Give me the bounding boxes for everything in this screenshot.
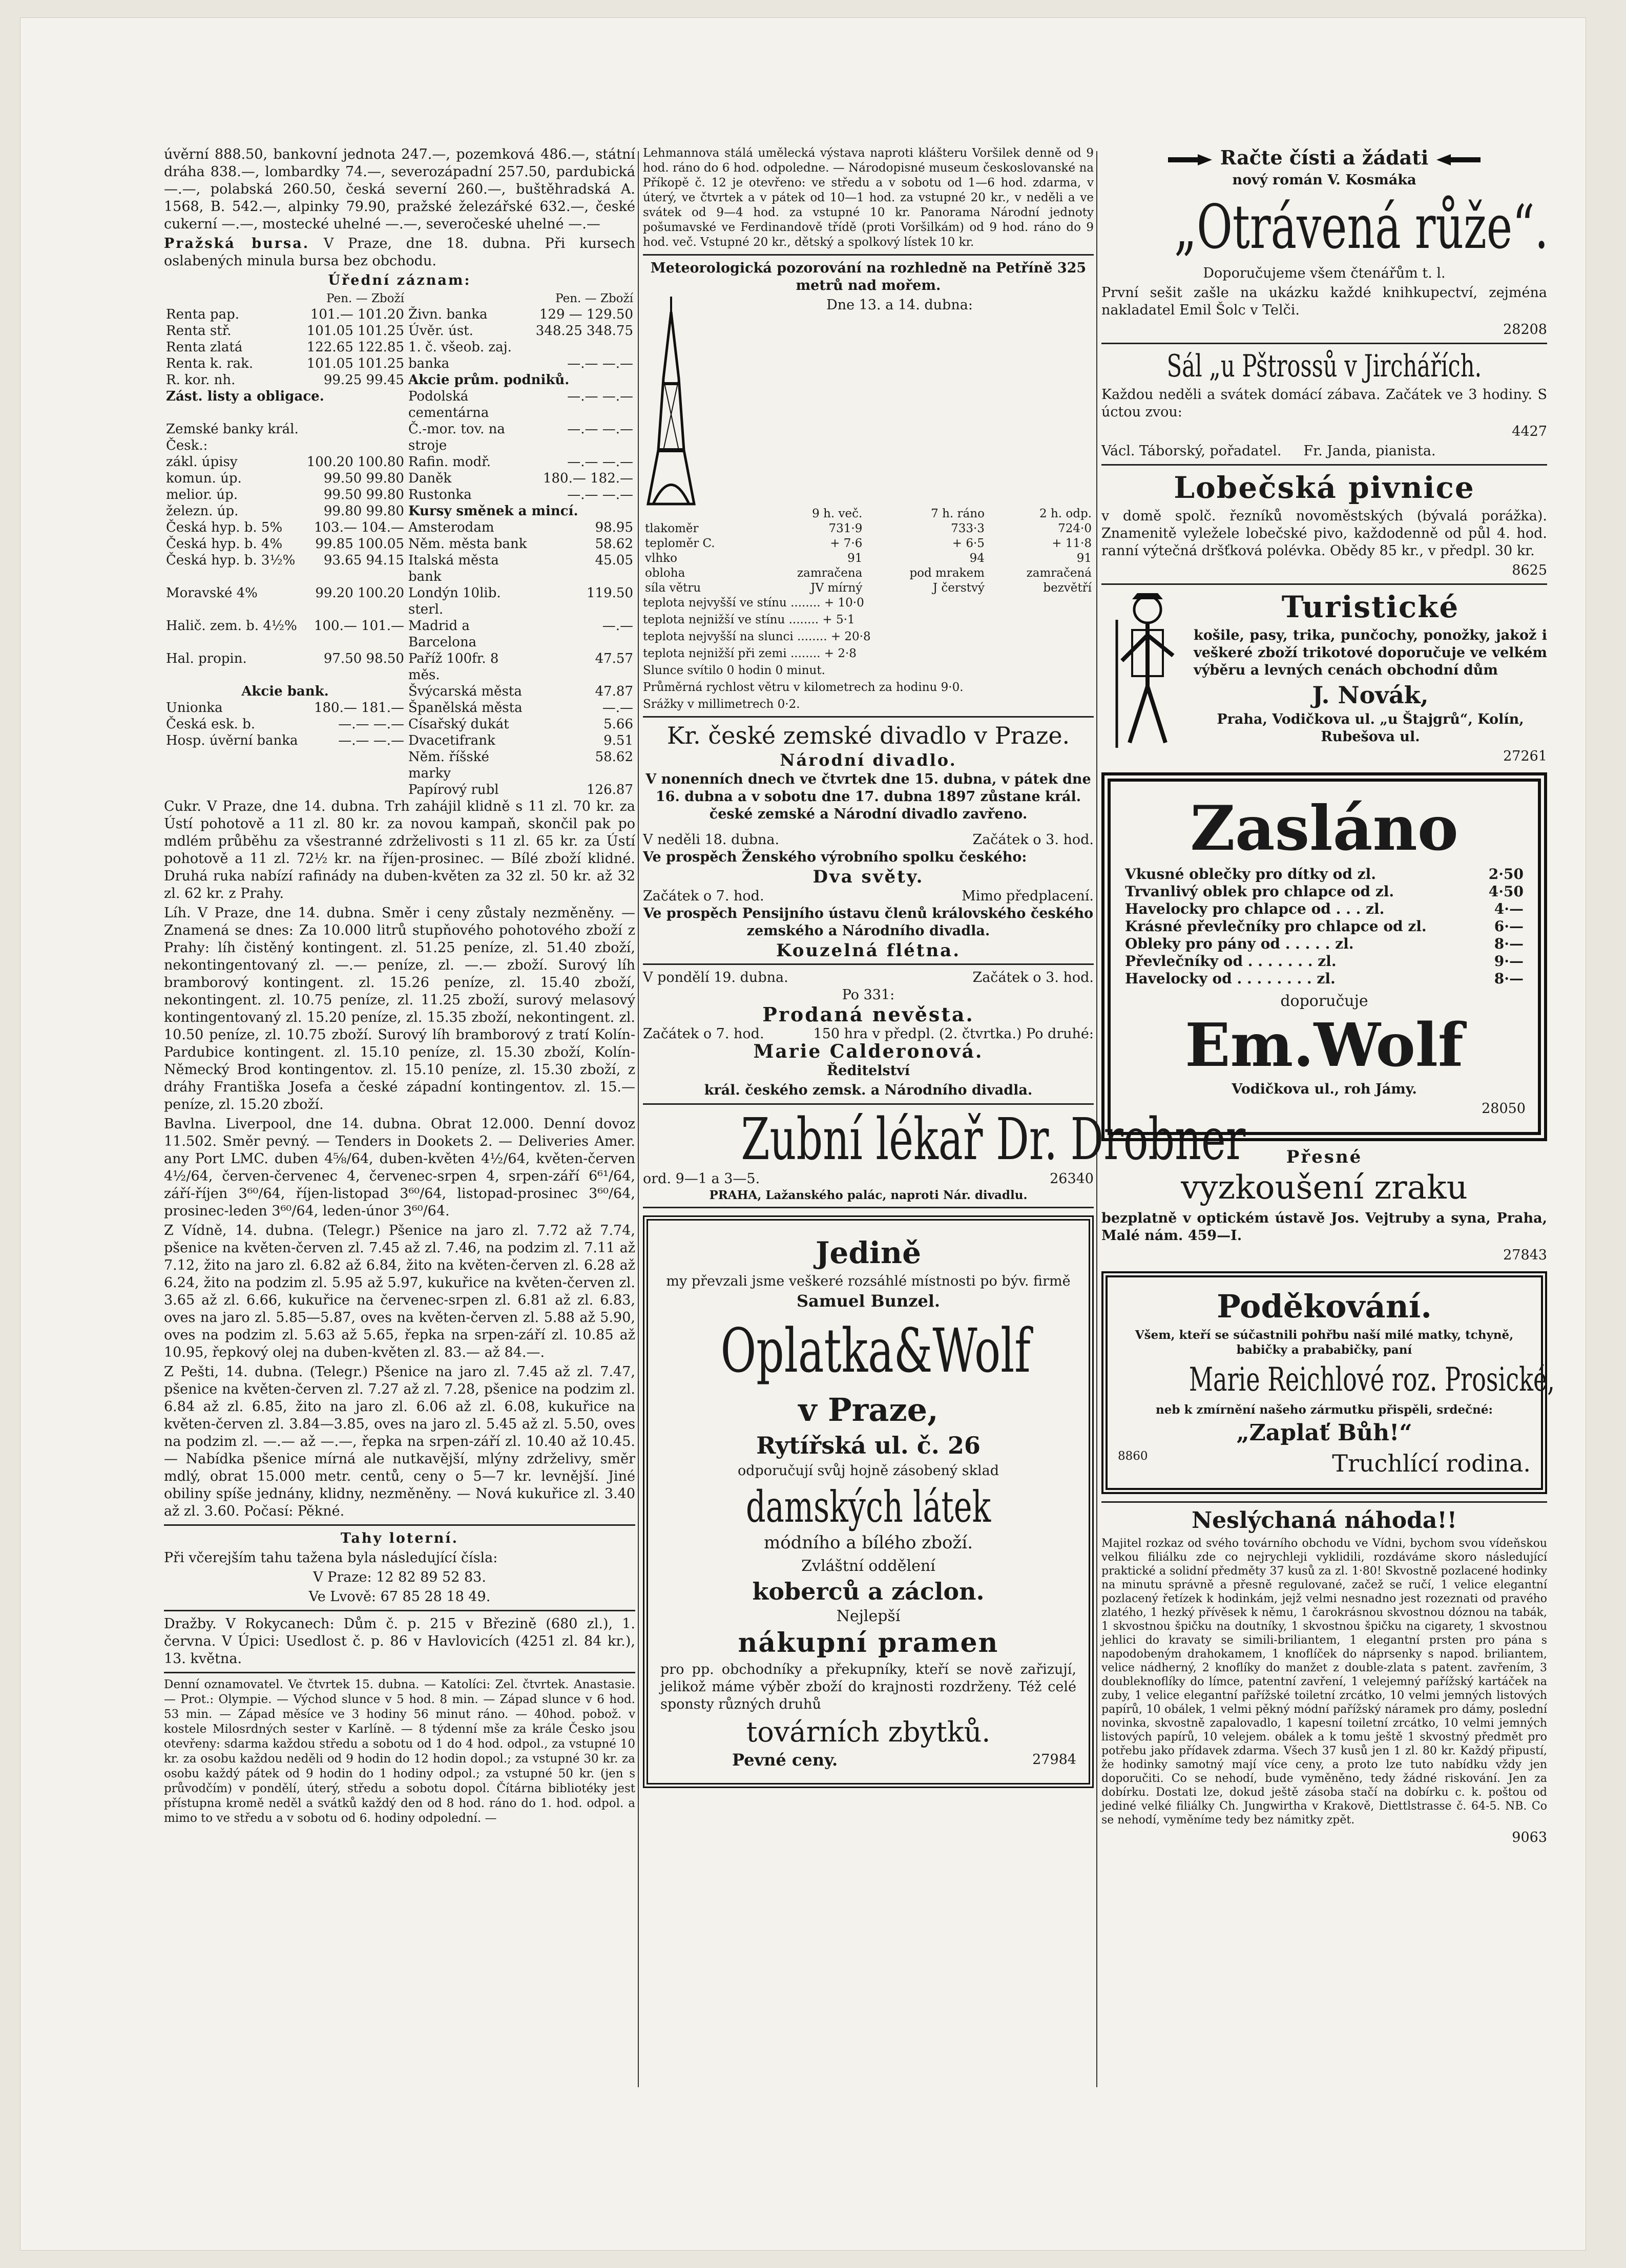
table-row: melior. úp. 99.50 99.80 Rustonka —.— —.—	[166, 487, 633, 502]
market-intro: úvěrní 888.50, bankovní jednota 247.—, pozemková 486.—, státní dráha 838.—, lombardky 74.—, severozápadní 257.50, pardubická —.—, polabská 260.50, česká severní 260.—, buštěhradská A. 1568, B. 542.—, alpinky 79.90, pražské železářské 632.—, české cukerní —.—, mostecké uhelné —.—, severočeské uhelné —.—	[164, 146, 635, 232]
col-head: Pen. — Zboží	[326, 292, 404, 305]
newspaper-page	[20, 18, 1586, 2250]
table-row: Krásné převlečníky pro chlapce od zl. 6·—	[1125, 918, 1524, 935]
tourist-figure-icon	[1101, 589, 1189, 753]
theatre-notice: V nonenních dnech ve čtvrtek dne 15. dubna, v pátek dne 16. dubna a v sobotu dne 17. dubna 1897 zůstane král. české zemské a Národní divadlo zavřeno.	[645, 771, 1091, 822]
table-row: Renta zlatá 122.65 122.85 1. č. všeob. zaj.	[166, 340, 512, 355]
novel-ad: Račte čísti a žádati nový román V. Kosmáka „Otrávená růže“. Doporučujeme všem čtenářům t. l. První sešit zašle na ukázku každé knihkupectví, zejména nakladatel Emil Šolc v Telči. 28208	[1101, 146, 1549, 338]
table-row: teploměr C. + 7·6 + 6·5 + 11·8	[645, 537, 1092, 550]
program-row: Začátek o 7. hod. Mimo předplacení.	[643, 888, 1094, 904]
vienna-report: Z Vídně, 14. dubna. (Telegr.) Pšenice na jaro zl. 7.72 až 7.74, pšenice na květen-červen zl. 7.45 až zl. 7.46, na podzim zl. 7.11 až 7.12, žito na jaro zl. 6.82 až 6.84, žito na květen-červen zl. 6.28 až 6.24, žito na podzim zl. 5.95 až 5.97, kukuřice na květen-červen zl. 3.65 až zl. 6.66, kukuřice na červenec-srpen zl. 6.81 až zl. 6.83, oves na jaro zl. 5.85—5.87, oves na květen-červen zl. 5.88 až 5.90, oves na podzim zl. 5.63 až 5.65, řepka na srpen-září zl. 10.85 až 10.95, řepkový olej na duben-květen zl. 83.— až 84.—.	[164, 1223, 635, 1360]
divider	[643, 1207, 1094, 1208]
auctions: Dražby. V Rokycanech: Dům č. p. 215 v Březině (680 zl.), 1. června. V Úpici: Usedlost č. p. 86 v Havlovicích (4251 zl. 84 kr.), 13. května.	[164, 1616, 635, 1667]
lottery-praha: V Praze: 12 82 89 52 83.	[313, 1569, 486, 1585]
table-row: Česká hyp. b. 4% 99.85 100.05 Něm. města bank 58.62	[166, 536, 633, 552]
meteo-heading: Meteorologická pozorování na rozhledně na Petříně 325 metrů nad mořem.	[650, 260, 1087, 293]
dentist-ad	[643, 1106, 1246, 1173]
exchange-heading: Pražská bursa.	[164, 236, 310, 251]
table-row: R. kor. nh. 99.25 99.45 Akcie prům. podniků.	[166, 372, 570, 388]
hall-ad: Sál „u Pštrossů v Jirchářích. Každou neděli a svátek domácí zábava. Začátek ve 3 hodiny. S úctou zvou: 4427 Václ. Táborský, pořadatel. Fr. Janda, pianista.	[1101, 348, 1547, 459]
table-row: železn. úp. 99.80 99.80 Kursy směnek a mincí.	[166, 503, 578, 519]
exhibit-notice: Lehmannova stálá umělecká výstava naproti klášteru Voršilek denně od 9 hod. ráno do 6 hod. odpoledne. — Národopisné museum českoslovanské na Příkopě č. 12 je otevřeno: ve středu a v sobotu od 1—6 hod. zdarma, v úterý, ve čtvrtek a v pátek od 10—1 hod. za vstupné 20 kr., v neděli a ve svátek od 9—4 hod. za vstupné 10 kr. Panorama Národní jednoty pošumavské ve Ferdinandově třídě (proti Voršilkám) od 9 hod. ráno do 9 hod. več. Vstupné 20 kr., dětský a spolkový lístek 10 kr.	[643, 146, 1094, 249]
table-row: tlakoměr 731·9 733·3 724·0	[645, 522, 1092, 535]
lottery-text: Při včerejším tahu tažena byla následující čísla:	[164, 1550, 498, 1566]
table-row: Česká esk. b. —.— —.— Císařský dukát 5.66	[166, 717, 633, 732]
program-row: Začátek o 7. hod. 150 hra v předpl. (2. čtvrtka.) Po druhé:	[643, 1026, 1094, 1042]
column-market-reports	[164, 146, 635, 1828]
table-row: komun. úp. 99.50 99.80 Daněk 180.— 182.—	[166, 471, 633, 486]
table-row: Renta pap. 101.— 101.20 Živn. banka 129 — 129.50	[166, 307, 633, 322]
table-row: Zást. listy a obligace. Podolská cementárna —.— —.—	[166, 389, 633, 421]
table-row: Hosp. úvěrní banka —.— —.— Dvacetifrank 9.51	[166, 733, 633, 748]
table-row: síla větru JV mírný J čerstvý bezvětří	[645, 581, 1092, 595]
pointing-hand-icon	[1167, 153, 1213, 166]
divider	[1101, 464, 1547, 466]
divider	[643, 1103, 1094, 1105]
zaslano-price-list	[1123, 866, 1526, 988]
oplatka-wolf-ad: Jedině my převzali jsme veškeré rozsáhlé místnosti po býv. firmě Samuel Bunzel. Oplatka&Wolf v Praze, Rytířská ul. č. 26 odporučují svůj hojně zásobený sklad damských látek módního a bílého zboží. Zvláštní oddělení koberců a záclon. Nejlepší nákupní pramen pro pp. obchodníky a překupníky, kteří se nově zařizují, jelikož máme výběr zboží do krajnosti rozdrženy. Též celé sponsty různých druhů továrních zbytků. Pevné ceny. 27984	[643, 1215, 1094, 1788]
divider	[1101, 343, 1547, 344]
table-row	[164, 291, 635, 306]
table-row: Něm. říšské marky 58.62	[408, 749, 633, 781]
table-row: obloha zamračena pod mrakem zamračená	[645, 566, 1092, 580]
table-row: Akcie bank. Švýcarská města 47.87	[241, 684, 633, 699]
table-row: Převlečníky od . . . . . . . zl. 9·—	[1125, 953, 1524, 970]
play-title: Marie Calderonová.	[753, 1041, 984, 1062]
table-row: Vkusné oblečky pro dítky od zl. 2·50	[1125, 866, 1524, 883]
column-advertisements	[1101, 146, 1555, 1849]
divider	[643, 254, 1094, 256]
zaslano-title: Zasláno	[1190, 792, 1458, 865]
lobec-pub-ad: Lobečská pivnice v domě spolč. řezníků novoměstských (bývalá porážka). Znamenitě vyležele lobečské pivo, každodenně od půl 4. hod. ranní výtečná dršťková polévka. Obědy 85 kr., v předpl. 30 kr. 8625	[1101, 470, 1547, 578]
table-row: Renta k. rak. 101.05 101.25 banka —.— —.—	[166, 356, 633, 371]
thanks-ad: Poděkování. Všem, kteří se súčastnili pohřbu naší milé matky, tchyně, babičky a prababičky, paní Marie Reichlové roz. Prosické, neb k zmírnění našeho zármutku přispěli, srdečné: „Zaplať Bůh!“ 8860 Truchlící rodina.	[1101, 1271, 1547, 1494]
meteo-dates: Dne 13. a 14. dubna:	[826, 297, 973, 313]
divider	[164, 1610, 635, 1611]
table-row: Papírový rubl 126.87	[408, 782, 633, 797]
table-row: Unionka 180.— 181.— Španělská města —.—	[166, 700, 633, 716]
table-row: Obleky pro pány od . . . . . zl. 8·—	[1125, 935, 1524, 952]
theatre-heading: Kr. české zemské divadlo v Praze.	[666, 722, 1070, 749]
table-row: Česká hyp. b. 5% 103.— 104.— Amsterodam 98.95	[166, 520, 633, 535]
meteo-table	[643, 507, 1094, 596]
divider	[164, 1524, 635, 1526]
oplatka-wolf-name: Oplatka&Wolf	[720, 1315, 1031, 1386]
chance-ad: Neslýchaná náhoda!! Majitel rozkaz od svého továrního obchodu ve Vídni, bychom svou vídeňskou velkou filiálku zde co nejrychleji vyklidili, rozdáváme skoro následující praktické a solidní předměty 37 kusů za zl. 1·80! Skvostně pozlacené hodinky na minutu správně a přesně regulované, začež se ručí, 1 velice elegantní pozlacený řetízek k hodinkám, jejž velmi nesnadno jest rozeznati od pravého zlatého, 1 hezký přívěsek k němu, 1 čarokrásnou skvostnou dóznou na tabák, 1 skvostnou špičku na doutníky, 1 skvostnou špičku na cigarety, 1 skvostnou jehlici do kravaty se simili-briliantem, 1 elegantní prsten pro pána s napodobeným drahokamem, 1 knoflíček do náprsenky s napod. briliantem, velice nádherný, 2 knoflíky do manžet z double-zlata s patent. zavřením, 3 doubleknoflíky do límce, patentní zavření, 1 velejemný pařížský kartáček na zuby, 1 velice elegantní pařížské toiletní zrcátko, 10 velmi jemných listových papírů, 10 obálek, 1 velmi pěkný módní pařížský náramek pro dámy, poslední novinka, skvostně zapalovadlo, 1 kapesní toiletní zrcátko, 10 velmi jemných listových papírů, 10 velejem. obálek a k tomu ještě 1 skvostný předmět pro potřebu jako přídavek zdarma. Všech 37 kusů jen 1 zl. 80 kr. Každý připustí, že hodinky samotný mají více ceny, a proto lze tuto nabídku vždy jen doporučiti. Co se nehodí, bude vyměněno, tedy žádné riskování. Jen za dobírku. Dostati lze, dokud ještě zásoba stačí na dobírku c. k. poštou od jediné velké filiálky Ch. Jungwirtha v Krakově, Diettlstrasse č. 64-5. NB. Co se nehodí, vyměníme tedy bez námitky zpět. 9063	[1101, 1507, 1547, 1845]
table-row: Trvanlivý oblek pro chlapce od zl. 4·50	[1125, 883, 1524, 900]
zaslano-ad: Zasláno Vkusné oblečky pro dítky od zl. 2·50 Trvanlivý oblek pro chlapce od zl. 4·50 Havelocky pro chlapce od . . . zl. 4·— Krásné převlečníky pro chlapce od zl. 6·— Obleky pro pány od . . . . . zl. 8·— Převlečníky od . . . . . . . zl. 9·— Havelocky od . . . . . . . . zl. 8·— doporučuje Em.Wolf Vodičkova ul., roh Jámy. 28050	[1101, 772, 1547, 1141]
program-row: V neděli 18. dubna. Začátek o 3. hod.	[643, 832, 1094, 848]
divider	[1101, 583, 1547, 585]
exchange-text: V Praze, dne 18. dubna. Při kursech oslabených minula bursa bez obchodu.	[164, 236, 635, 269]
lottery-heading: Tahy loterní.	[340, 1530, 459, 1546]
program-row: V pondělí 19. dubna. Začátek o 3. hod.	[643, 970, 1094, 985]
tourist-ad: Turistické košile, pasy, trika, punčochy, ponožky, jakož i veškeré zboží trikotové doporučuje ve velkém výběru a levných cenách obchodní dům J. Novák, Praha, Vodičkova ul. „u Štajgrů“, Kolín, Rubešova ul. 27261	[1101, 589, 1547, 765]
table-row: Česká hyp. b. 3½% 93.65 94.15 Italská města bank 45.05	[166, 553, 633, 584]
divider	[643, 963, 1094, 965]
column-rule	[638, 151, 639, 2087]
table-row: Havelocky pro chlapce od . . . zl. 4·—	[1125, 900, 1524, 917]
eye-test-ad: Přesné vyzkoušení zraku bezplatně v optickém ústavě Jos. Vejtruby a syna, Praha, Malé nám. 459—I. 27843	[1101, 1147, 1547, 1263]
cotton-report: Bavlna. Liverpool, dne 14. dubna. Obrat 12.000. Denní dovoz 11.502. Směr pevný. — Tenders in Dookets 2. — Deliveries Amer. any Port LMC. duben 4⅝/64, duben-květen 4½/64, květen-červen 4½/64, červen-červenec 4, červenec-srpen 4, srpen-září 6⁶¹/64, září-říjen 3⁶⁰/64, říjen-listopad 3⁶⁰/64, listopad-prosinec 3⁶⁰/64, prosinec-leden 3⁶⁰/64, leden-únor 3⁶⁰/64.	[164, 1116, 635, 1219]
petrin-tower-icon	[643, 297, 699, 507]
sugar-report: Cukr. V Praze, dne 14. dubna. Trh zahájil klidně s 11 zl. 70 kr. za Ústí pohotově a 11 zl. 80 kr. za novou kampaň, skončil pak po mdlém průběhu za všestranné zdrželivosti s 11 zl. 65 kr. za Ústí pohotově a 11 zl. 72½ kr. na říjen-prosinec. — Bílé zboží klidné. Druhá ruka nabízí rafinády na duben-květen za 32 zl. 50 kr. až 32 zl. 62 kr. z Prahy.	[164, 799, 635, 901]
play-title: Kouzelná flétna.	[776, 940, 961, 961]
divider	[1101, 1501, 1547, 1503]
table-row: 9 h. več. 7 h. ráno 2 h. odp.	[812, 507, 1092, 520]
novel-title: „Otrávená růže“.	[1174, 192, 1549, 262]
table-row: Zemské banky král. Česk.: Č.-mor. tov. na stroje —.— —.—	[166, 422, 633, 453]
table-row: Renta stř. 101.05 101.25 Úvěr. úst. 348.25 348.75	[166, 323, 633, 339]
table-row: zákl. úpisy 100.20 100.80 Rafin. modř. —.— —.—	[166, 454, 633, 470]
theatre-sub: Národní divadlo.	[780, 750, 957, 770]
table-row: Hal. propin. 97.50 98.50 Paříž 100fr. 8 měs. 47.57	[166, 651, 633, 683]
spirit-report: Líh. V Praze, dne 14. dubna. Směr i ceny zůstaly nezměněny. — Znamená se dnes: Za 10.000 litrů stupňového pohotového zboží z Prahy: líh čistěný kontingent. zl. 51.25 peníze, zl. 51.40 zboží, nekontingentovaný zl. —.— peníze, zl. —.— zboží. Surový líh bramborový kontingent. zl. 15.26 peníze, zl. 15.40 zboží, nekontingent. zl. 10.75 peníze, zl. 11.25 zboží, surový melasový kontingentovaný zl. 15.20 peníze, zl. 15.35 zboží, nekontingent. zl. 10.50 peníze, zl. 10.75 zboží. Surový líh bramborový z tratí Kolín-Pardubice kontingent. zl. 15.10 peníze, zl. 15.30 zboží, Kolín-Německý Brod kontingentov. zl. 15.10 peníze, zl. 15.30 zboží, z dráhy Františka Josefa a české západní kontingentov. zl. 15.— peníze, zl. 15.20 zboží.	[164, 905, 635, 1112]
table-row: Havelocky od . . . . . . . . zl. 8·—	[1125, 970, 1524, 987]
play-title: Dva světy.	[812, 867, 924, 887]
table-row: vlhko 91 94 91	[645, 552, 1092, 565]
lottery-lvov: Ve Lvově: 67 85 28 18 49.	[308, 1589, 491, 1605]
pointing-hand-icon	[1435, 153, 1482, 166]
em-wolf-name: Em.Wolf	[1185, 1011, 1464, 1080]
divider	[164, 1672, 635, 1673]
pest-report: Z Pešti, 14. dubna. (Telegr.) Pšenice na jaro zl. 7.45 až zl. 7.47, pšenice na květen-červen zl. 7.27 až zl. 7.28, pšenice na podzim zl. 6.84 až zl. 6.85, žito na jaro zl. 6.06 až zl. 6.08, kukuřice na květen-červen zl. 3.84—3.85, oves na jaro zl. 5.45 až zl. 5.50, oves na podzim zl. —.— až —.—, řepka na srpen-září zl. 10.40 až 10.45. — Nabídka pšenice mírná ale nutkavější, mlýny zdrželivy, směr mdlý, obrat 15.000 metr. centů, ceny o 5—7 kr. levnější. Jiné obiliny spíše jednány, klidny, nezměněny. — Nová kukuřice zl. 3.40 až zl. 3.60. Počasí: Pěkné.	[164, 1364, 635, 1519]
col-head: Pen. — Zboží	[555, 292, 633, 305]
table-row: Halič. zem. b. 4½% 100.— 101.— Madrid a Barcelona —.—	[166, 618, 633, 650]
daily-notices: Denní oznamovatel. Ve čtvrtek 15. dubna. — Katolíci: Zel. čtvrtek. Anastasie. — Prot.: Olympie. — Východ slunce v 5 hod. 8 min. — Západ slunce v 6 hod. 53 min. — Západ měsíce ve 3 hodiny 56 minut ráno. — 40hod. pobož. v kostele Milosrdných sester v Karlíně. — 8 týdenní mše za krále Česko jsou otevřeny: sdarma každou středu a sobotu od 1 do 4 hod. odpol., za vstupné 10 kr. za osobu každou neděli od 9 hodin do 12 hodin dopol.; za vstupné 30 kr. za osobu každý pátek od 9 hodin do 1 hodiny odpol.; za vstupné 50 kr. (jen s průvodčím) v pondělí, úterý, středu a sobotu dopol. Čítárna bibliotéky jest přístupna kromě neděl a svátků každý den od 8 hod. ráno do 1. hod. odpol. a mimo to ve středu a v sobotu od 6. hodiny odpolední. —	[164, 1678, 635, 1825]
play-title: Prodaná nevěsta.	[762, 1003, 974, 1026]
official-heading: Úřední záznam:	[328, 272, 471, 288]
column-notices: Lehmannova stálá umělecká výstava naproti klášteru Voršilek denně od 9 hod. ráno do 6 hod. odpoledne. — Národopisné museum českoslovanské na Příkopě č. 12 je otevřeno: ve středu a v sobotu od 1—6 hod. zdarma, v úterý, ve čtvrtek a v pátek od 10—1 hod. za vstupné 20 kr., v neděli a ve svátek od 9—4 hod. za vstupné 10 kr. Panorama Národní jednoty pošumavské ve Ferdinandově třídě (proti Voršilkám) od 9 hod. ráno do 9 hod. več. Vstupné 20 kr., dětský a spolkový lístek 10 kr. Meteorologická pozorování na rozhledně na Petříně 325 metrů nad mořem. Dne 13. a 14. dubna: 9 h. več. 7 h. ráno 2 h. odp. tlakoměr 731·9 733·3 724·0 teploměr C. + 7·6 + 6·5 + 11·8 vlhko 91 94 91 obloha zamračena pod mrakem zamračená síla větru JV mírný J čerstvý bezvětří teplota nejvyšší ve stínu ........ + 10·0 teplota nejnižší ve stínu ........ + 5·1 teplota nejvyšší na slunci ........ + 20·8 teplota nejnižší při zemi ........ + 2·8 Slunce svítilo 0 hodin 0 minut. Průměrná rychlost větru v kilometrech za hodinu 9·0. Srážky v millimetrech 0·2. Kr. české zemské divadlo v Praze. Národní divadlo. V nonenních dnech ve čtvrtek dne 15. dubna, v pátek dne 16. dubna a v sobotu dne 17. dubna 1897 zůstane král. české zemské a Národní divadlo zavřeno. V neděli 18. dubna. Začátek o 3. hod. Ve prospěch Ženského výrobního spolku českého: Dva světy. Začátek o 7. hod. Mimo předplacení. Ve prospěch Pensijního ústavu členů královského českého zemského a Národního divadla. Kouzelná flétna. V pondělí 19. dubna. Začátek o 3. hod. Po 331: Prodaná nevěsta. Začátek o 7. hod. 150 hra v předpl. (2. čtvrtka.) Po druhé: Marie Calderonová. Ředitelství král. českého zemsk. a Národního divadla. Zubní lékař Dr. Drobner ord. 9—1 a 3—5. 26340 PRAHA, Lažanského palác, naproti Nár. divadlu. Jedině my převzali jsme veškeré rozsáhlé místnosti po býv. firmě Samuel Bunzel. Oplatka&Wolf v Praze, Rytířská ul. č. 26 odporučují svůj hojně zásobený sklad damských látek módního a bílého zboží. Zvláštní oddělení koberců a záclon. Nejlepší nákupní pramen pro pp. obchodníky a překupníky, kteří se nově zařizují, jelikož máme výběr zboží do krajnosti rozdrženy. Též celé sponsty různých druhů továrních zbytků. Pevné ceny. 27984	[643, 146, 1094, 1795]
table-row: Moravské 4% 99.20 100.20 Londýn 10lib. sterl. 119.50	[166, 585, 633, 617]
divider	[643, 716, 1094, 718]
dentist-title: Zubní lékař Dr. Drobner	[741, 1106, 1246, 1173]
official-quotes-table	[164, 291, 635, 798]
meteo-block: Dne 13. a 14. dubna: 9 h. več. 7 h. ráno 2 h. odp. tlakoměr 731·9 733·3 724·0 teploměr C. + 7·6 + 6·5 + 11·8 vlhko 91 94 91 obloha zamračena pod mrakem zamračená síla větru JV mírný J čerstvý bezvětří teplota nejvyšší ve stínu ........ + 10·0 teplota nejnižší ve stínu ........ + 5·1 teplota nejvyšší na slunci ........ + 20·8 teplota nejnižší při zemi ........ + 2·8 Slunce svítilo 0 hodin 0 minut. Průměrná rychlost větru v kilometrech za hodinu 9·0. Srážky v millimetrech 0·2.	[643, 297, 1094, 712]
